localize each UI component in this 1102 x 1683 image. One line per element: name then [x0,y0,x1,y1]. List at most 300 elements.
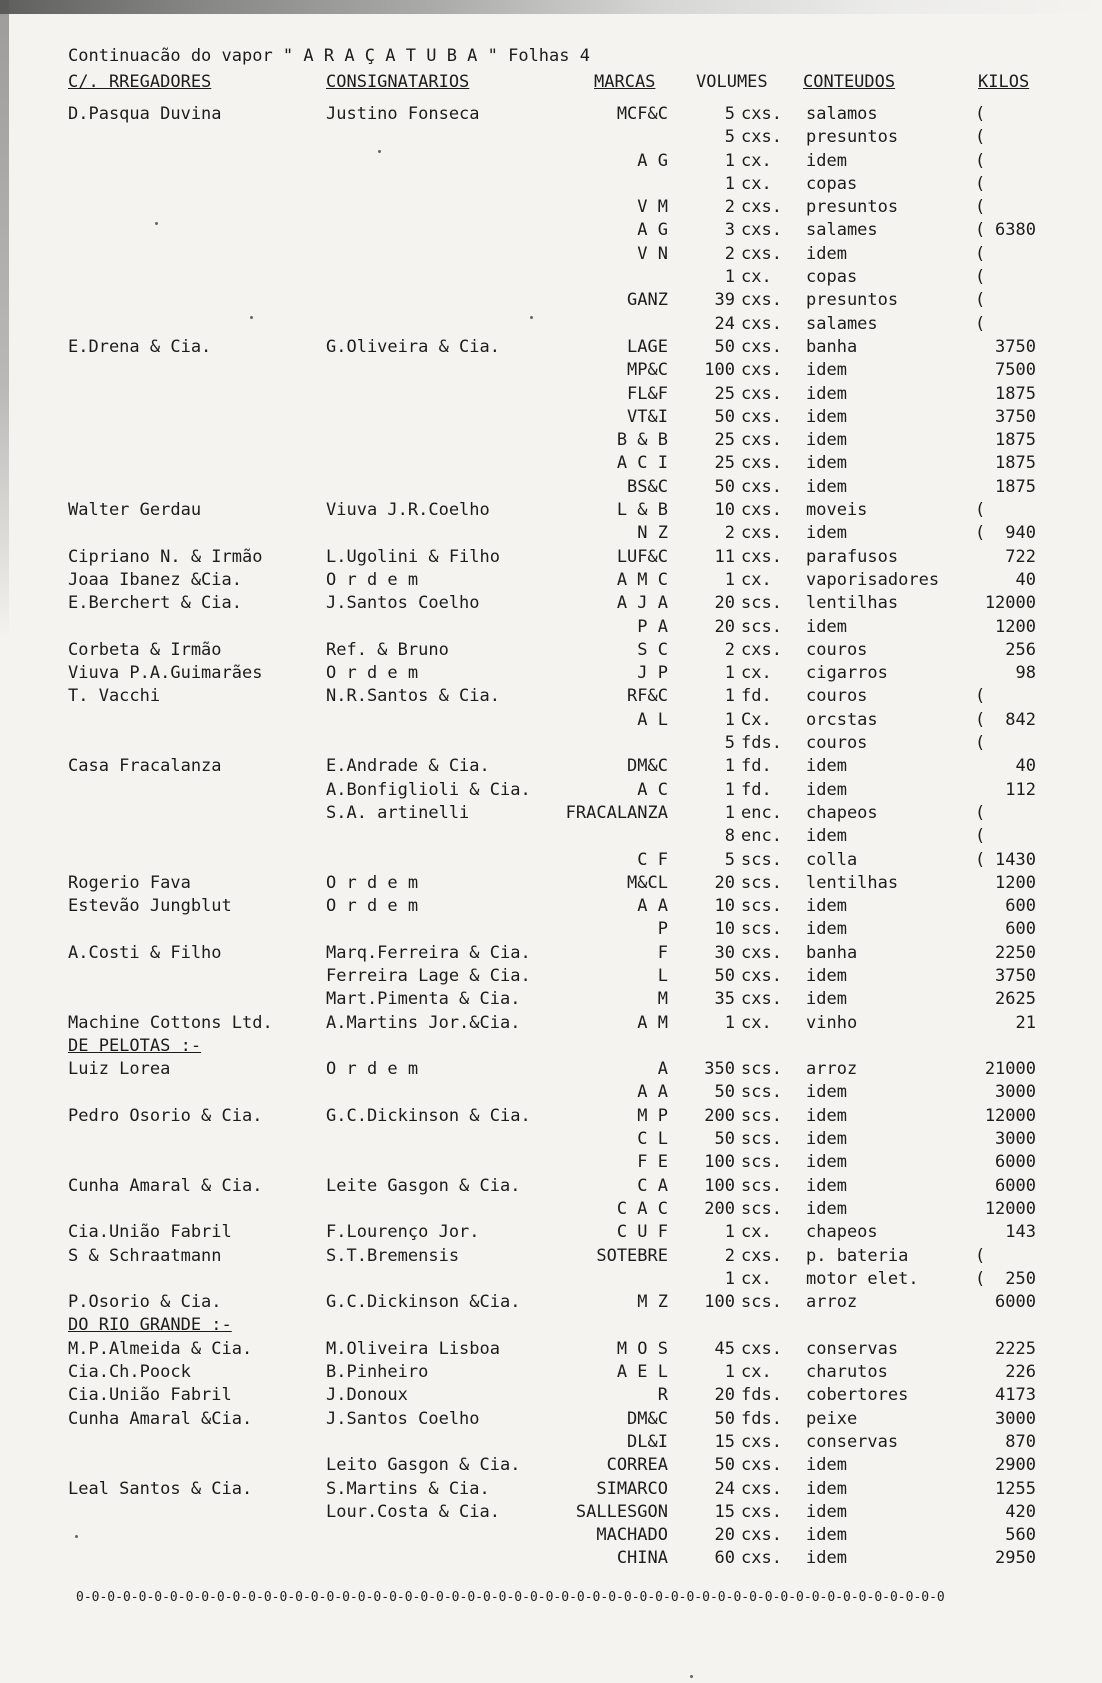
consignee-cell: S.A. artinelli [326,802,470,823]
table-row [0,640,1102,663]
content-cell: p. bateria [806,1245,909,1266]
mark-cell: C A C [616,1198,668,1219]
mark-cell: M&CL [627,872,668,893]
volume-unit-cell: fd. [741,756,772,777]
kilos-cell: 6000 [995,1152,1036,1173]
kilos-cell: 1255 [995,1478,1036,1499]
volume-qty-cell: 1 [724,1362,735,1383]
volume-qty-cell: 24 [714,313,735,334]
volume-unit-cell: cx. [741,1222,772,1243]
table-row [0,290,1102,313]
kilos-cell: 98 [1015,663,1036,684]
mark-cell: M P [637,1105,668,1126]
mark-cell: F E [637,1152,668,1173]
content-cell: idem [806,476,847,497]
table-row [0,1176,1102,1199]
table-row [0,1525,1102,1548]
content-cell: parafusos [806,546,899,567]
content-cell: cigarros [806,663,888,684]
kilos-cell: 12000 [984,1105,1036,1126]
shipper-cell: T. Vacchi [68,686,161,707]
volume-qty-cell: 5 [724,849,735,870]
scan-speck [250,316,253,319]
kilos-cell: 1875 [995,476,1036,497]
kilos-cell: 250 [1005,1268,1036,1289]
volume-unit-cell: cxs. [741,197,782,218]
mark-cell: CHINA [616,1548,668,1569]
content-cell: idem [806,919,847,940]
section-heading-row [0,1315,1102,1338]
volume-unit-cell: cxs. [741,523,782,544]
volume-unit-cell: cxs. [741,1525,782,1546]
mark-cell: N Z [637,523,668,544]
volume-qty-cell: 50 [714,1455,735,1476]
volume-unit-cell: scs. [741,849,782,870]
col-volumes: VOLUMES [696,72,768,92]
table-row [0,197,1102,220]
mark-cell: P A [637,616,668,637]
content-cell: idem [806,453,847,474]
mark-cell: M Z [637,1292,668,1313]
table-row [0,104,1102,127]
volume-unit-cell: Cx. [741,709,772,730]
mark-cell: A G [637,220,668,241]
volume-unit-cell: cxs. [741,243,782,264]
content-cell: idem [806,1082,847,1103]
volume-unit-cell: cxs. [741,1431,782,1452]
volume-unit-cell: scs. [741,872,782,893]
mark-cell: C L [637,1129,668,1150]
brace-mark: ( [975,104,986,124]
table-row [0,1269,1102,1292]
volume-qty-cell: 50 [714,1082,735,1103]
volume-qty-cell: 20 [714,1525,735,1546]
volume-unit-cell: cxs. [741,1478,782,1499]
brace-mark: ( [975,313,986,334]
volume-unit-cell: cx. [741,267,772,288]
col-kilos: KILOS [978,72,1030,92]
volume-qty-cell: 30 [714,942,735,963]
volume-qty-cell: 20 [714,593,735,614]
kilos-cell: 1200 [995,616,1036,637]
mark-cell: LUF&C [616,546,668,567]
volume-qty-cell: 200 [704,1198,735,1219]
content-cell: salames [806,220,878,241]
content-cell: presuntos [806,127,899,148]
footer-rule: 0-0-0-0-0-0-0-0-0-0-0-0-0-0-0-0-0-0-0-0-0-0-0-0-0-0-0-0-0-0-0-0-0-0-0-0-0-0-0-0-0-0-0-0-0-0-0-0-0-0-0-0-0-0-0-0 [76,1590,945,1605]
mark-cell: A [657,1059,668,1080]
brace-mark: ( [975,290,986,311]
kilos-cell: 7500 [995,360,1036,381]
table-row [0,896,1102,919]
content-cell: idem [806,779,847,800]
volume-unit-cell: cxs. [741,453,782,474]
volume-unit-cell: scs. [741,896,782,917]
content-cell: idem [806,1105,847,1126]
volume-qty-cell: 20 [714,872,735,893]
table-row [0,780,1102,803]
content-cell: charutos [806,1362,888,1383]
mark-cell: R [657,1385,668,1406]
volume-qty-cell: 1 [724,686,735,707]
consignee-cell: Viuva J.R.Coelho [326,500,490,521]
mark-cell: A G [637,150,668,171]
mark-cell: A C [637,779,668,800]
shipper-cell: A.Costi & Filho [68,942,222,963]
volume-qty-cell: 3 [724,220,735,241]
table-row [0,1292,1102,1315]
mark-cell: A A [637,896,668,917]
table-row [0,174,1102,197]
mark-cell: A A [637,1082,668,1103]
volume-qty-cell: 50 [714,476,735,497]
table-row [0,1409,1102,1432]
kilos-cell: 600 [1005,919,1036,940]
table-row [0,1106,1102,1129]
kilos-cell: 600 [1005,896,1036,917]
col-consignatarios: CONSIGNATARIOS [326,72,470,92]
section-title: DE PELOTAS :- [68,1035,202,1056]
volume-qty-cell: 10 [714,919,735,940]
content-cell: banha [806,942,858,963]
table-row [0,453,1102,476]
volume-unit-cell: cxs. [741,546,782,567]
mark-cell: V N [637,243,668,264]
volume-qty-cell: 1 [724,802,735,823]
brace-mark: ( [975,197,986,218]
consignee-cell: F.Lourenço Jor. [326,1222,480,1243]
content-cell: conservas [806,1431,899,1452]
volume-qty-cell: 1 [724,569,735,590]
content-cell: presuntos [806,290,899,311]
volume-qty-cell: 1 [724,1012,735,1033]
volume-unit-cell: cx. [741,1268,772,1289]
content-cell: idem [806,1501,847,1522]
table-row [0,756,1102,779]
table-row [0,826,1102,849]
consignee-cell: E.Andrade & Cia. [326,756,490,777]
scan-top-edge [0,0,1102,14]
content-cell: cobertores [806,1385,909,1406]
brace-mark: ( [975,173,986,194]
volume-unit-cell: scs. [741,1152,782,1173]
table-row [0,1013,1102,1036]
kilos-cell: 3000 [995,1408,1036,1429]
shipper-cell: Pedro Osorio & Cia. [68,1105,263,1126]
volume-qty-cell: 11 [714,546,735,567]
shipper-cell: Cia.Ch.Poock [68,1362,191,1383]
mark-cell: DL&I [627,1431,668,1452]
volume-qty-cell: 25 [714,453,735,474]
brace-mark: ( [975,1245,986,1266]
content-cell: chapeos [806,1222,878,1243]
kilos-cell: 3750 [995,965,1036,986]
shipper-cell: Cunha Amaral & Cia. [68,1175,263,1196]
volume-qty-cell: 1 [724,779,735,800]
volume-unit-cell: cxs. [741,336,782,357]
table-row [0,850,1102,873]
shipper-cell: Walter Gerdau [68,500,202,521]
table-row [0,919,1102,942]
volume-qty-cell: 200 [704,1105,735,1126]
brace-mark: ( [975,220,986,241]
volume-qty-cell: 45 [714,1338,735,1359]
mark-cell: DM&C [627,756,668,777]
volume-qty-cell: 1 [724,663,735,684]
mark-cell: L [657,965,668,986]
volume-unit-cell: cxs. [741,500,782,521]
table-row [0,873,1102,896]
table-row [0,384,1102,407]
kilos-cell: 1875 [995,430,1036,451]
mark-cell: CORREA [606,1455,668,1476]
mark-cell: B & B [616,430,668,451]
volume-unit-cell: cxs. [741,1548,782,1569]
volume-qty-cell: 5 [724,104,735,124]
volume-unit-cell: fd. [741,686,772,707]
table-row [0,943,1102,966]
volume-qty-cell: 5 [724,127,735,148]
content-cell: couros [806,639,868,660]
volume-qty-cell: 20 [714,1385,735,1406]
table-row [0,127,1102,150]
mark-cell: GANZ [627,290,668,311]
kilos-cell: 3750 [995,336,1036,357]
content-cell: idem [806,896,847,917]
mark-cell: A L [637,709,668,730]
volume-unit-cell: cxs. [741,476,782,497]
content-cell: idem [806,989,847,1010]
volume-unit-cell: cxs. [741,220,782,241]
volume-unit-cell: cx. [741,1012,772,1033]
consignee-cell: J.Santos Coelho [326,1408,480,1429]
mark-cell: MACHADO [596,1525,668,1546]
kilos-cell: 112 [1005,779,1036,800]
content-cell: banha [806,336,858,357]
volume-qty-cell: 100 [704,360,735,381]
manifest-table [0,104,1102,1572]
consignee-cell: G.C.Dickinson & Cia. [326,1105,531,1126]
brace-mark: ( [975,267,986,288]
mark-cell: FL&F [627,383,668,404]
content-cell: lentilhas [806,593,899,614]
content-cell: idem [806,965,847,986]
volume-unit-cell: cxs. [741,430,782,451]
volume-unit-cell: scs. [741,593,782,614]
col-carregadores: C/. RREGADORES [68,72,212,92]
volume-unit-cell: cxs. [741,1338,782,1359]
content-cell: motor elet. [806,1268,919,1289]
mark-cell: M [657,989,668,1010]
volume-qty-cell: 100 [704,1292,735,1313]
mark-cell: L & B [616,500,668,521]
kilos-cell: 1430 [995,849,1036,870]
volume-qty-cell: 24 [714,1478,735,1499]
mark-cell: RF&C [627,686,668,707]
volume-unit-cell: cxs. [741,406,782,427]
content-cell: idem [806,243,847,264]
mark-cell: C A [637,1175,668,1196]
kilos-cell: 3750 [995,406,1036,427]
kilos-cell: 3000 [995,1082,1036,1103]
shipper-cell: M.P.Almeida & Cia. [68,1338,253,1359]
brace-mark: ( [975,127,986,148]
volume-qty-cell: 15 [714,1431,735,1452]
consignee-cell: Ferreira Lage & Cia. [326,965,531,986]
volume-qty-cell: 50 [714,965,735,986]
volume-unit-cell: cx. [741,663,772,684]
content-cell: presuntos [806,197,899,218]
volume-qty-cell: 20 [714,616,735,637]
volume-qty-cell: 2 [724,197,735,218]
content-cell: couros [806,686,868,707]
table-row [0,803,1102,826]
content-cell: moveis [806,500,868,521]
brace-mark: ( [975,802,986,823]
table-row [0,500,1102,523]
kilos-cell: 1875 [995,453,1036,474]
volume-qty-cell: 1 [724,756,735,777]
table-row [0,1199,1102,1222]
volume-unit-cell: scs. [741,1059,782,1080]
volume-unit-cell: fds. [741,1408,782,1429]
kilos-cell: 2225 [995,1338,1036,1359]
volume-qty-cell: 1 [724,150,735,171]
volume-qty-cell: 25 [714,430,735,451]
content-cell: salames [806,313,878,334]
volume-qty-cell: 50 [714,406,735,427]
kilos-cell: 2950 [995,1548,1036,1569]
consignee-cell: O r d e m [326,569,419,590]
volume-unit-cell: scs. [741,1082,782,1103]
consignee-cell: S.Martins & Cia. [326,1478,490,1499]
volume-unit-cell: scs. [741,919,782,940]
shipper-cell: Leal Santos & Cia. [68,1478,253,1499]
mark-cell: LAGE [627,336,668,357]
brace-mark: ( [975,523,986,544]
volume-unit-cell: scs. [741,1175,782,1196]
kilos-cell: 12000 [984,593,1036,614]
consignee-cell: Marq.Ferreira & Cia. [326,942,531,963]
table-row [0,1059,1102,1082]
content-cell: idem [806,826,847,847]
consignee-cell: A.Martins Jor.&Cia. [326,1012,521,1033]
scan-speck [378,150,381,153]
content-cell: vinho [806,1012,858,1033]
volume-qty-cell: 1 [724,709,735,730]
volume-qty-cell: 50 [714,336,735,357]
content-cell: salamos [806,104,878,124]
shipper-cell: Estevão Jungblut [68,896,232,917]
mark-cell: A J A [616,593,668,614]
kilos-cell: 560 [1005,1525,1036,1546]
consignee-cell: Leito Gasgon & Cia. [326,1455,521,1476]
consignee-cell: L.Ugolini & Filho [326,546,500,567]
table-row [0,989,1102,1012]
volume-unit-cell: cxs. [741,1455,782,1476]
content-cell: idem [806,523,847,544]
table-row [0,1222,1102,1245]
table-row [0,1152,1102,1175]
volume-unit-cell: cx. [741,1362,772,1383]
table-row [0,220,1102,243]
content-cell: idem [806,1175,847,1196]
content-cell: peixe [806,1408,858,1429]
volume-qty-cell: 8 [724,826,735,847]
consignee-cell: O r d e m [326,1059,419,1080]
consignee-cell: J.Donoux [326,1385,408,1406]
consignee-cell: B.Pinheiro [326,1362,429,1383]
brace-mark: ( [975,826,986,847]
table-row [0,1339,1102,1362]
volume-qty-cell: 50 [714,1408,735,1429]
shipper-cell: Luiz Lorea [68,1059,171,1080]
content-cell: idem [806,1455,847,1476]
brace-mark: ( [975,500,986,521]
shipper-cell: E.Berchert & Cia. [68,593,242,614]
brace-mark: ( [975,243,986,264]
volume-qty-cell: 50 [714,1129,735,1150]
table-row [0,663,1102,686]
mark-cell: MCF&C [616,104,668,124]
volume-unit-cell: cxs. [741,104,782,124]
content-cell: idem [806,1129,847,1150]
brace-mark: ( [975,1268,986,1289]
kilos-cell: 1200 [995,872,1036,893]
volume-unit-cell: cxs. [741,313,782,334]
volume-qty-cell: 60 [714,1548,735,1569]
scan-speck [155,222,158,225]
kilos-cell: 143 [1005,1222,1036,1243]
volume-unit-cell: fds. [741,1385,782,1406]
volume-unit-cell: cxs. [741,383,782,404]
table-row [0,710,1102,733]
volume-unit-cell: cxs. [741,942,782,963]
shipper-cell: Cia.União Fabril [68,1222,232,1243]
volume-qty-cell: 5 [724,733,735,754]
table-row [0,151,1102,174]
content-cell: chapeos [806,802,878,823]
table-row [0,337,1102,360]
kilos-cell: 722 [1005,546,1036,567]
content-cell: arroz [806,1059,858,1080]
volume-unit-cell: scs. [741,616,782,637]
mark-cell: V M [637,197,668,218]
content-cell: idem [806,1198,847,1219]
kilos-cell: 226 [1005,1362,1036,1383]
volume-unit-cell: enc. [741,802,782,823]
mark-cell: BS&C [627,476,668,497]
consignee-cell: N.R.Santos & Cia. [326,686,500,707]
kilos-cell: 842 [1005,709,1036,730]
volume-qty-cell: 1 [724,173,735,194]
consignee-cell: Ref. & Bruno [326,639,449,660]
kilos-cell: 2900 [995,1455,1036,1476]
volume-unit-cell: scs. [741,1292,782,1313]
volume-unit-cell: cxs. [741,639,782,660]
mark-cell: C U F [616,1222,668,1243]
volume-qty-cell: 100 [704,1152,735,1173]
table-row [0,1502,1102,1525]
table-row [0,523,1102,546]
volume-qty-cell: 35 [714,989,735,1010]
kilos-cell: 21000 [984,1059,1036,1080]
content-cell: idem [806,406,847,427]
volume-unit-cell: scs. [741,1198,782,1219]
shipper-cell: Cia.União Fabril [68,1385,232,1406]
shipper-cell: Machine Cottons Ltd. [68,1012,273,1033]
content-cell: idem [806,616,847,637]
